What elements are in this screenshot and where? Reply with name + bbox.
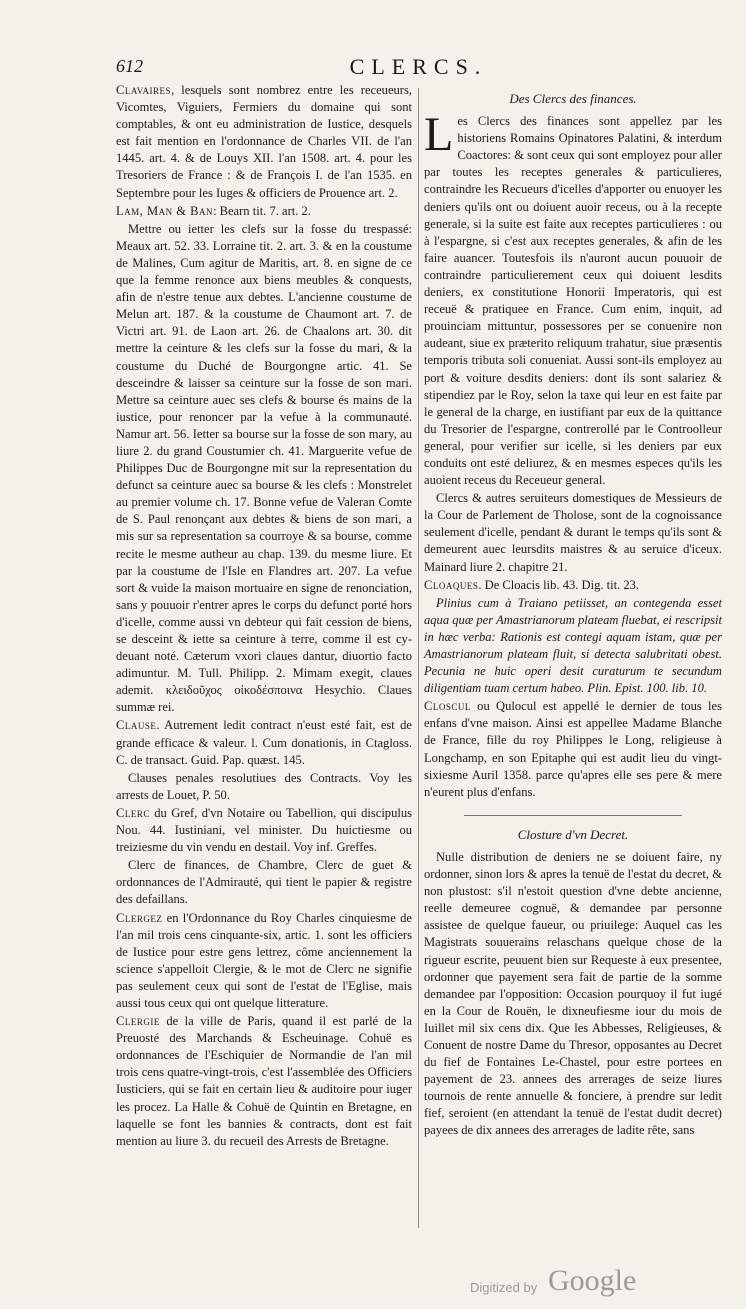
entry-text: . De Cloacis lib. 43. Dig. tit. 23. [478,577,640,592]
entry-lemma: Clavaires [116,83,172,97]
entry-lemma: Cloaques [424,577,479,592]
running-head: CLERCS. [349,54,488,79]
digitized-footer [470,1262,720,1302]
column-divider [418,88,419,1228]
entry-lemma: Closcul [424,699,471,714]
paragraph-clercs-serviteurs: Clercs & autres seruiteurs domestiques de Messieurs de la Cour de Parlement de Tholose, sont de la cognoissance seulement d'icelle, pendant & durant le temps qu'ils sont & demeurent auec leursdits maistres & au seruice d'iceux. Mainard liure 2. chapitre 21. [424,491,722,574]
google-logo: Google [548,1264,637,1297]
entry-text: . Autrement ledit contract n'eust esté fait, est de grande efficace & valeur. l. Cum donationis, in Ctagloss. C. de transact. Guid. Pap. quæst. 145. [116,718,412,767]
entry-text: ou Qulocul est appellé le dernier de tous les enfans d'vne maison. Ainsi est appellee Madame Blanche de France, fille du roy Philippes le Long, religieuse à Longchamp, en son Epitaphe qui est audit lieu du vingt-sixiesme Auril 1358. parce qu'apres elle ses pere & mere n'eurent plus d'enfans. [424,699,722,799]
entry-clerc-finances [116,857,412,908]
section-rule [464,815,682,816]
quote-plinius: Plinius cum à Traiano petiisset, an contegenda esset aqua quæ per Amastrianorum plateam fluebat, ei rescripsit in hæc verba: Rationis est contegi aquam istam, quæ per Amastrianorum plateam fluit, si detecta salubritati obest. Pecunia ne huic operi desit curaturum te secundum diligentiam tuam certum habeo. Plin. Epist. 100. lib. 10. [424,595,722,696]
page-header [116,54,721,84]
entry-lemma: Clerc [116,805,150,820]
entry-clergie [116,1013,412,1150]
entry-text: Clauses penales resolutiues des Contracts. Voy les arrests de Louet, P. 50. [116,770,412,802]
section-title-clercs-finances: Des Clercs des finances. [509,91,637,106]
entry-cloaques [424,577,722,594]
entry-clauses-penales [116,770,412,804]
entry-clergez [116,910,412,1013]
paragraph-closture-decret: Nulle distribution de deniers ne se doiuent faire, ny ordonner, sinon lors & apres la tenuë de l'estat du decret, & non plustost: s'il n'estoit question d'vne debte ancienne, reelle demeuree cognuë, & demandee par personne assistee de quelque faueur, ou priuilege: Auquel cas les Magistrats souuerains relaschans quelque chose de la rigueur escrite, peuuent bien sur Requeste à eux presentee, ordonner que payement sera fait de partie de la somme demandee par l'opposition: Occasion pourquoy il fut iugé en la Cour de Rouën, le dixneufiesme iour du mois de Iuillet mil six cens dix. Que les Abbesses, Religieuses, & Conuent de nostre Dame du Thresor, opposantes au Decret du fief de Fontaines Le-Chastel, pour estre portees en payement de 23. annees des arrerages de seize liures tournois de rente annuelle & fonciere, à prendre sur ledit fief, seroient (en attendant la tenuë de l'estat dudit decret) payees de dix annees des arrerages de ladite rête, sans [424,849,722,1138]
drop-capital: L [424,108,454,162]
entry-text: : Bearn tit. 7. art. 2. [213,203,311,218]
entry-lemma: Clergez [116,910,163,925]
digitized-by-label: Digitized by [470,1280,538,1295]
entry-text: en l'Ordonnance du Roy Charles cinquiesme de l'an mil trois cens cinquante-six, artic. 1. sont les officiers de Iustice pour estre gens lettrez, côme anciennement la science s'appelloit Clergie, & le mot de Clerc ne signifie pas seulement ceux qui sont de l'estat de l'Eglise, mais aussi tous ceux qui ont quelque litterature. [116,910,412,1010]
left-column [116,82,412,1151]
entry-text: Mettre ou ietter les clefs sur la fosse du trespassé: Meaux art. 52. 33. Lorraine tit. 2. art. 3. & en la coustume de Malines, Cum agitur de Maritis, art. 8. en signe de ce que la femme renonce aux biens meubles & conquests, afin de n'estre tenue aux debtes. L'ancienne coustume de Melun art. 187. & la coustume de Chaumont art. 7. de Victri art. 91. de Laon art. 26. de Chaalons art. 30. dit mettre la ceinture & les clefs sur la fosse du mari, & la coustume du Duché de Bourgongne artic. 41. Se desceindre & laisser sa ceinture sur la fosse de son mari. Mettre sa ceinture auec ses clefs & bourse és mains de la iustice, pour renoncer par la vefue à la communauté. Namur art. 56. Ietter sa bourse sur la fosse de son mary, au liure 2. du grand Coustumier ch. 41. Marguerite vefue de Philippes Duc de Bourgongne mit sur la representation du defunct sa ceinture auec sa bourse & les clefs : Monstrelet au premier volume ch. 17. Bonne vefue de Valeran Comte de S. Paul renonçant aux debtes & biens de son mari, a mis sur sa representation sa courroye & sa bourse, comme recite le mesme autheur au chap. 139. du mesme liure. Et par la coustume de l'Isle en Flandres art. 207. La vefue sort & vuide la maison mortuaire en signe de renonciation, sans y pouuoir r'entrer apres le corps du defunct porté hors d'icelle, comme aussi vn debteur qui fait cession de biens, se desceint & iette sa ceinture à terre, comme il est cy-deuant noté. Cæterum vxori claues dantur, diuortio facto adimuntur. M. Tull. Philipp. 2. Mimam exegit, claues ademit. κλειδοῦχος οἰκοδέσποινα Hesychio. Claues summæ rei. [116,221,412,715]
paragraph-text: es Clercs des finances sont appellez par les historiens Romains Opinatores Palatini, & interdum Coactores: & sont ceux qui sont employez pour aller par toutes les receptes generales & particulieres, contraindre les Recueurs d'icelles d'apporter ou enuoyer les deniers qu'ils ont ou doiuent auoir receus, ou à la recepte generale, si la suite est faite aux receptes particulieres : ou à l'espargne, si c'est aux receptes generales, & afin de les faire auancer. Toutesfois ils n'auront aucun pouuoir de contraindre particulierement ceux qui doiuent lesdits deniers, ex constitutione Honorii Imperatoris, qui est receuë & pratiquee en France. Cum enim, inquit, ad prouinciam mittuntur, possessores per se conuenire non audeant, siue ex præterito reliquum trahatur, siue præsentis temporis tributa soli conueniat. Aussi sont-ils employez au port & voiture desdits deniers: dont ils sont salariez & stipendiez par le Roy, selon la taxe qui leur en est faite par le general de la charge, en iustifiant par eux de la quittance du Tresorier de l'espargne, contrerollé par le Controolleur general, pour verifier sur icelle, si les deniers par eux conduits ont esté deliurez, & en mesmes especes qu'ils les auoient receus du Receueur general. [424,114,722,488]
entry-text: , lesquels sont nombrez entre les receueurs, Vicomtes, Viguiers, Fermiers du domaine qui sont comptables, & ont eu administration de Iustice, desquels est fait mention en l'ordonnance de Charles VII. de l'an 1445. art. 4. & de Louys XII. l'an 1508. art. 4. pour les Tresoriers de France : & de François I. de l'an 1535. en Septembre pour les Iuges & officiers de Prouence art. 2. [116,83,412,200]
entry-text: Clerc de finances, de Chambre, Clerc de guet & ordonnances de l'Admirauté, qui tient le papier & registre des defaillans. [116,858,412,907]
entry-text: de la ville de Paris, quand il est parlé de la Preuosté des Marchands & Escheuinage. Cohuë es ordonnances de l'Eschiquier de Normandie de l'an mil trois cens quatre-vingt-trois, c'est l'assemblée des Officiers Iusticiers, qui se fait en certain lieu & auditoire pour iuger les procez. La Halle & Cohuë de Quintin en Bretagne, en laquelle se font les bannies & contracts, dont est fait mention au liure 3. du recueil des Arrests de Bretagne. [116,1014,412,1148]
section-title-closture-decret: Closture d'vn Decret. [517,826,629,842]
paragraph-clercs-finances [424,108,722,489]
entry-text: du Gref, d'vn Notaire ou Tabellion, qui discipulus Nou. 44. Iustiniani, vel minister. Du huictiesme ou treiziesme du vin vendu en destail. Voy inf. Greffes. [116,805,412,855]
entry-lemma: Clergie [116,1014,160,1029]
entry-clefs-fosse [116,221,412,717]
entry-closcul [424,698,722,801]
right-column [424,82,722,1141]
entry-clause [116,717,412,768]
entry-clavaires [116,82,412,202]
entry-lemma: Lam, Man & Ban [116,203,213,218]
page-number: 612 [116,56,143,76]
entry-lemma: Clause [116,718,157,733]
entry-lam-man-ban [116,203,412,220]
entry-clerc-gref [116,805,412,856]
